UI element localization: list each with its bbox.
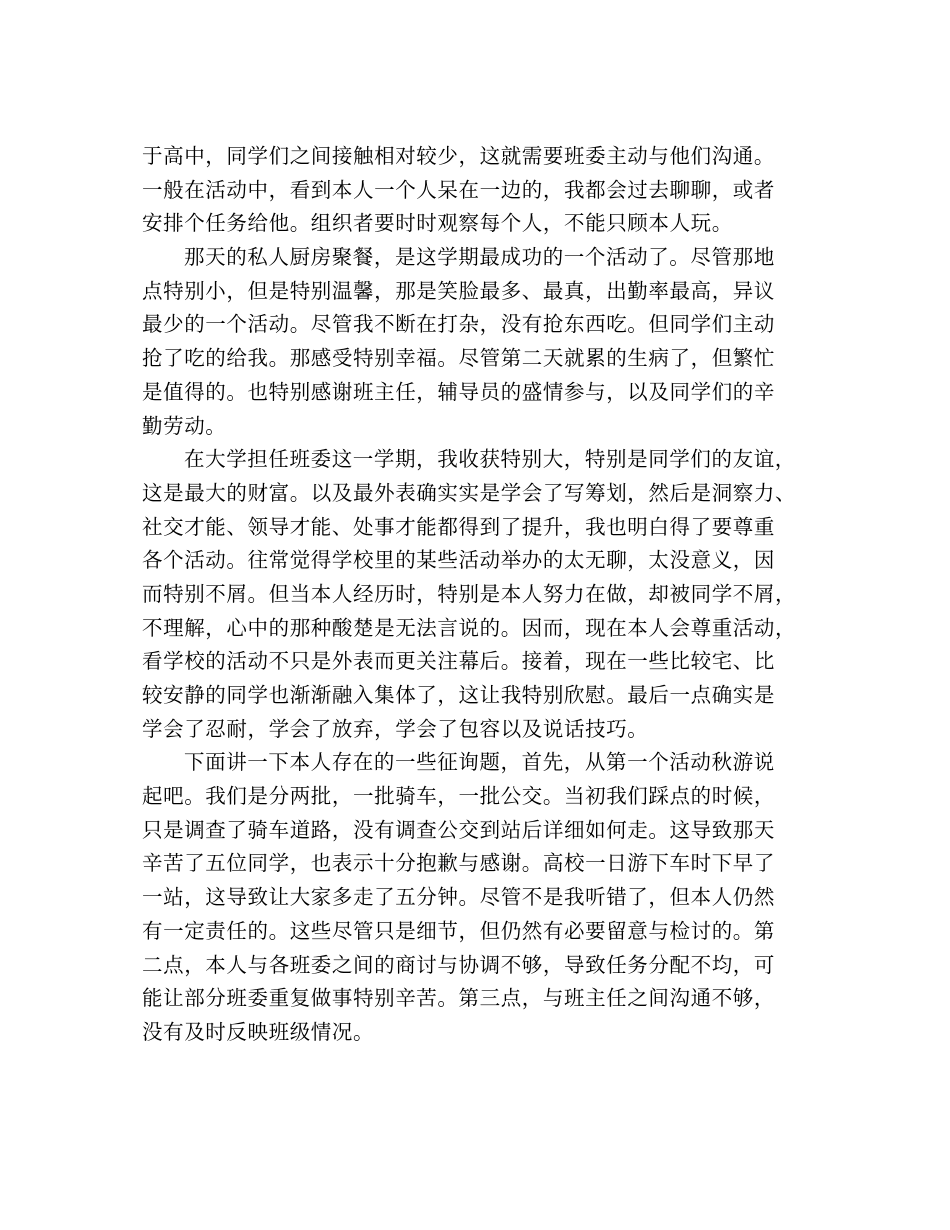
text-line: 勤劳动。 [142,413,227,438]
text-line: 下面讲一下本人存在的一些征询题，首先，从第一个活动秋游说 [184,750,775,775]
text-line: 辛苦了五位同学，也表示十分抱歉与感谢。高校一日游下车时下早了 [142,851,775,876]
text-line: 那天的私人厨房聚餐，是这学期最成功的一个活动了。尽管那地 [184,245,775,270]
text-line: 最少的一个活动。尽管我不断在打杂，没有抢东西吃。但同学们主动 [142,312,775,337]
text-line: 这是最大的财富。以及最外表确实实是学会了写筹划，然后是洞察力、 [142,480,797,505]
text-line: 学会了忍耐，学会了放弃，学会了包容以及说话技巧。 [142,716,649,741]
text-line: 是值得的。也特别感谢班主任，辅导员的盛情参与，以及同学们的辛 [142,379,775,404]
text-line: 较安静的同学也渐渐融入集体了，这让我特别欣慰。最后一点确实是 [142,683,775,707]
text-line: 抢了吃的给我。那感受特别幸福。尽管第二天就累的生病了，但繁忙 [142,346,775,371]
text-line: 点特别小，但是特别温馨，那是笑脸最多、最真，出勤率最高，异议 [142,278,775,303]
text-line: 二点，本人与各班委之间的商讨与协调不够，导致任务分配不均，可 [142,952,775,977]
text-line: 社交才能、领导才能、处事才能都得到了提升，我也明白得了要尊重 [142,514,775,539]
text-line: 没有及时反映班级情况。 [142,1019,375,1044]
text-line: 看学校的活动不只是外表而更关注幕后。接着，现在一些比较宅、比 [142,649,775,674]
text-line: 于高中，同学们之间接触相对较少，这就需要班委主动与他们沟通。 [142,144,775,168]
text-line: 各个活动。往常觉得学校里的某些活动举办的太无聊，太没意义，因 [142,548,775,573]
text-line: 一站，这导致让大家多走了五分钟。尽管不是我听错了，但本人仍然 [142,885,775,910]
body-text [142,140,818,1050]
text-line: 而特别不屑。但当本人经历时，特别是本人努力在做，却被同学不屑， [142,581,797,606]
text-line: 有一定责任的。这些尽管只是细节，但仍然有必要留意与检讨的。第 [142,918,775,943]
text-line: 起吧。我们是分两批，一批骑车，一批公交。当初我们踩点的时候， [142,784,775,809]
text-line: 在大学担任班委这一学期，我收获特别大，特别是同学们的友谊， [184,447,796,472]
text-line: 能让部分班委重复做事特别辛苦。第三点，与班主任之间沟通不够， [142,986,775,1011]
text-line: 一般在活动中，看到本人一个人呆在一边的，我都会过去聊聊，或者 [142,177,775,202]
text-line: 不理解，心中的那种酸楚是无法言说的。因而，现在本人会尊重活动， [142,615,797,640]
text-line: 只是调查了骑车道路，没有调查公交到站后详细如何走。这导致那天 [142,817,775,842]
text-line: 安排个任务给他。组织者要时时观察每个人，不能只顾本人玩。 [142,211,733,236]
